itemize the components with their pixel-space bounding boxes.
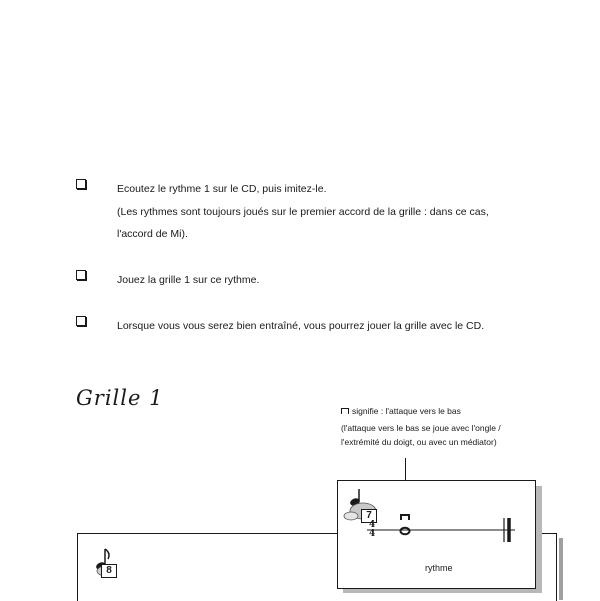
- instruction-text: Lorsque vous vous serez bien entraîné, vous pourrez jouer la grille avec le CD.: [117, 320, 485, 332]
- track-number-badge: 7: [361, 509, 377, 523]
- track-number-badge: 8: [101, 564, 117, 578]
- checkbox-icon[interactable]: [76, 270, 86, 280]
- note-line-1: signifie : l'attaque vers le bas: [352, 406, 461, 416]
- time-signature: [369, 521, 375, 539]
- instruction-note-line: (Les rythmes sont toujours joués sur le premier accord de la grille : dans ce cas,: [117, 206, 489, 218]
- grid-title: Grille 1: [76, 386, 164, 410]
- time-signature-top: 4: [369, 520, 376, 530]
- instruction-text: Ecoutez le rythme 1 sur le CD, puis imitez-le.: [117, 183, 327, 195]
- downstroke-symbol-icon: [341, 408, 349, 414]
- rhythm-staff: [355, 510, 525, 550]
- rhythm-label: rythme: [425, 563, 453, 573]
- checkbox-icon[interactable]: [76, 316, 86, 326]
- note-line-3: l'extrémité du doigt, ou avec un médiator): [341, 437, 497, 447]
- downstroke-note: [341, 406, 461, 416]
- instruction-note-line: l'accord de Mi).: [117, 228, 188, 240]
- panel-shadow: [559, 538, 563, 600]
- time-signature-bottom: 4: [369, 529, 376, 539]
- note-line-2: (l'attaque vers le bas se joue avec l'ongle /: [341, 423, 501, 433]
- instruction-text: Jouez la grille 1 sur ce rythme.: [117, 274, 260, 286]
- checkbox-icon[interactable]: [76, 179, 86, 189]
- panel-shadow: [536, 486, 542, 592]
